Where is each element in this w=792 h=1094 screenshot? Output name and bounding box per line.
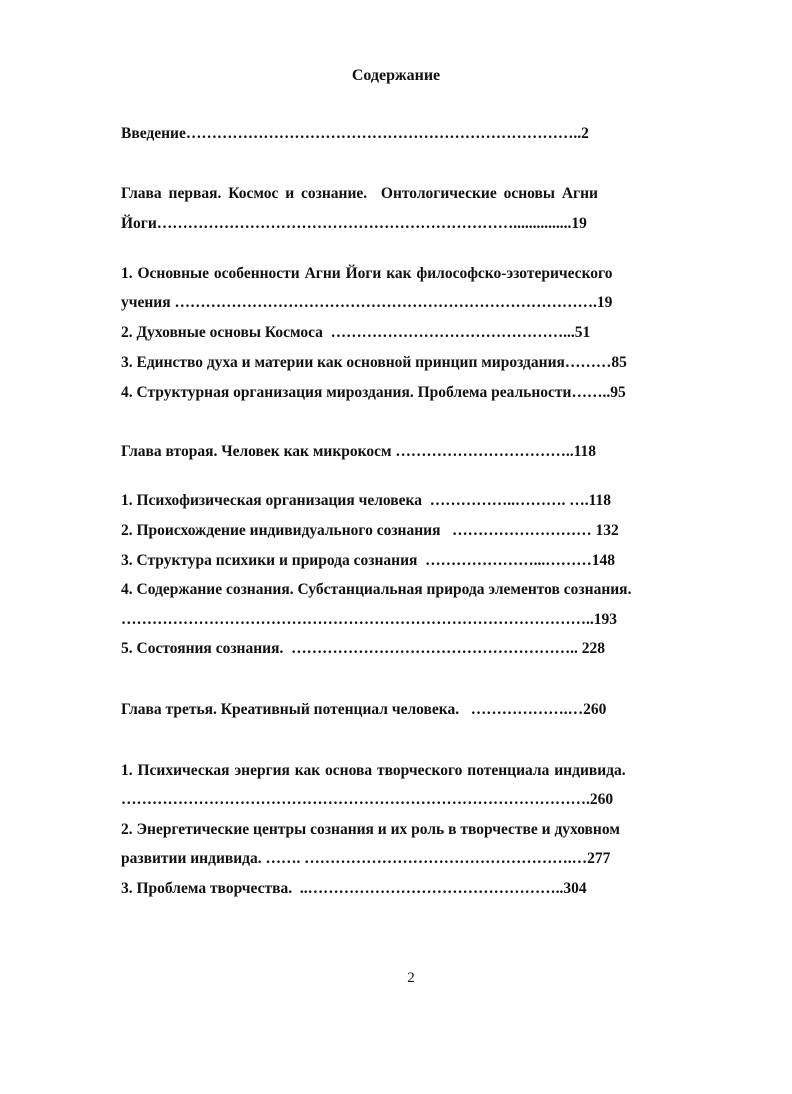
toc-line-3-2: 2. Энергетические центры сознания и их роль в творчестве и духовном: [121, 821, 620, 838]
toc-line-2-2: 2. Происхождение индивидуального сознания ……………………… 132: [121, 522, 619, 539]
toc-line-chapter-3-heading: Глава третья. Креативный потенциал человека. ……………….…260: [121, 701, 607, 718]
toc-line-1-3: 3. Единство духа и материи как основной принцип мироздания………85: [121, 354, 627, 371]
page-number: 2: [407, 970, 415, 986]
toc-line-introduction: Введение…………………………………………………………………..2: [121, 125, 589, 142]
toc-title: Содержание: [351, 67, 441, 84]
toc-line-chapter-1-heading-cont: Йоги……………………………………………………………...............19: [121, 215, 587, 232]
toc-line-2-1: 1. Психофизическая организация человека ……………..………. ….118: [121, 492, 612, 509]
toc-line-2-5: 5. Состояния сознания. ……………………………………………….. 228: [121, 640, 605, 657]
toc-line-2-4: 4. Содержание сознания. Субстанциальная природа элементов сознания.: [121, 581, 632, 598]
toc-line-1-1: 1. Основные особенности Агни Йоги как философско-эзотерического: [121, 265, 613, 282]
toc-line-chapter-1-heading: Глава первая. Космос и сознание. Онтологические основы Агни: [121, 185, 598, 202]
toc-line-3-1-cont: ……………………………………………………………………………….260: [121, 791, 614, 808]
toc-line-1-1-cont: учения ……………………………………………………………………….19: [121, 294, 613, 311]
toc-line-3-3: 3. Проблема творчества. ..…………………………………………..304: [121, 880, 587, 897]
toc-line-1-2: 2. Духовные основы Космоса ………………………………………...51: [121, 324, 591, 341]
toc-line-3-1: 1. Психическая энергия как основа творческого потенциала индивида.: [121, 762, 626, 779]
toc-line-1-4: 4. Структурная организация мироздания. Проблема реальности……..95: [121, 384, 626, 401]
toc-line-2-3: 3. Структура психики и природа сознания …………………...………148: [121, 552, 616, 569]
toc-line-3-2-cont: развитии индивида. ……. …………………………………………….…277: [121, 850, 611, 867]
toc-line-2-4-cont: ………………………………………………………………………………..193: [121, 611, 617, 628]
toc-line-chapter-2-heading: Глава вторая. Человек как микрокосм ……………………………..118: [121, 443, 597, 460]
